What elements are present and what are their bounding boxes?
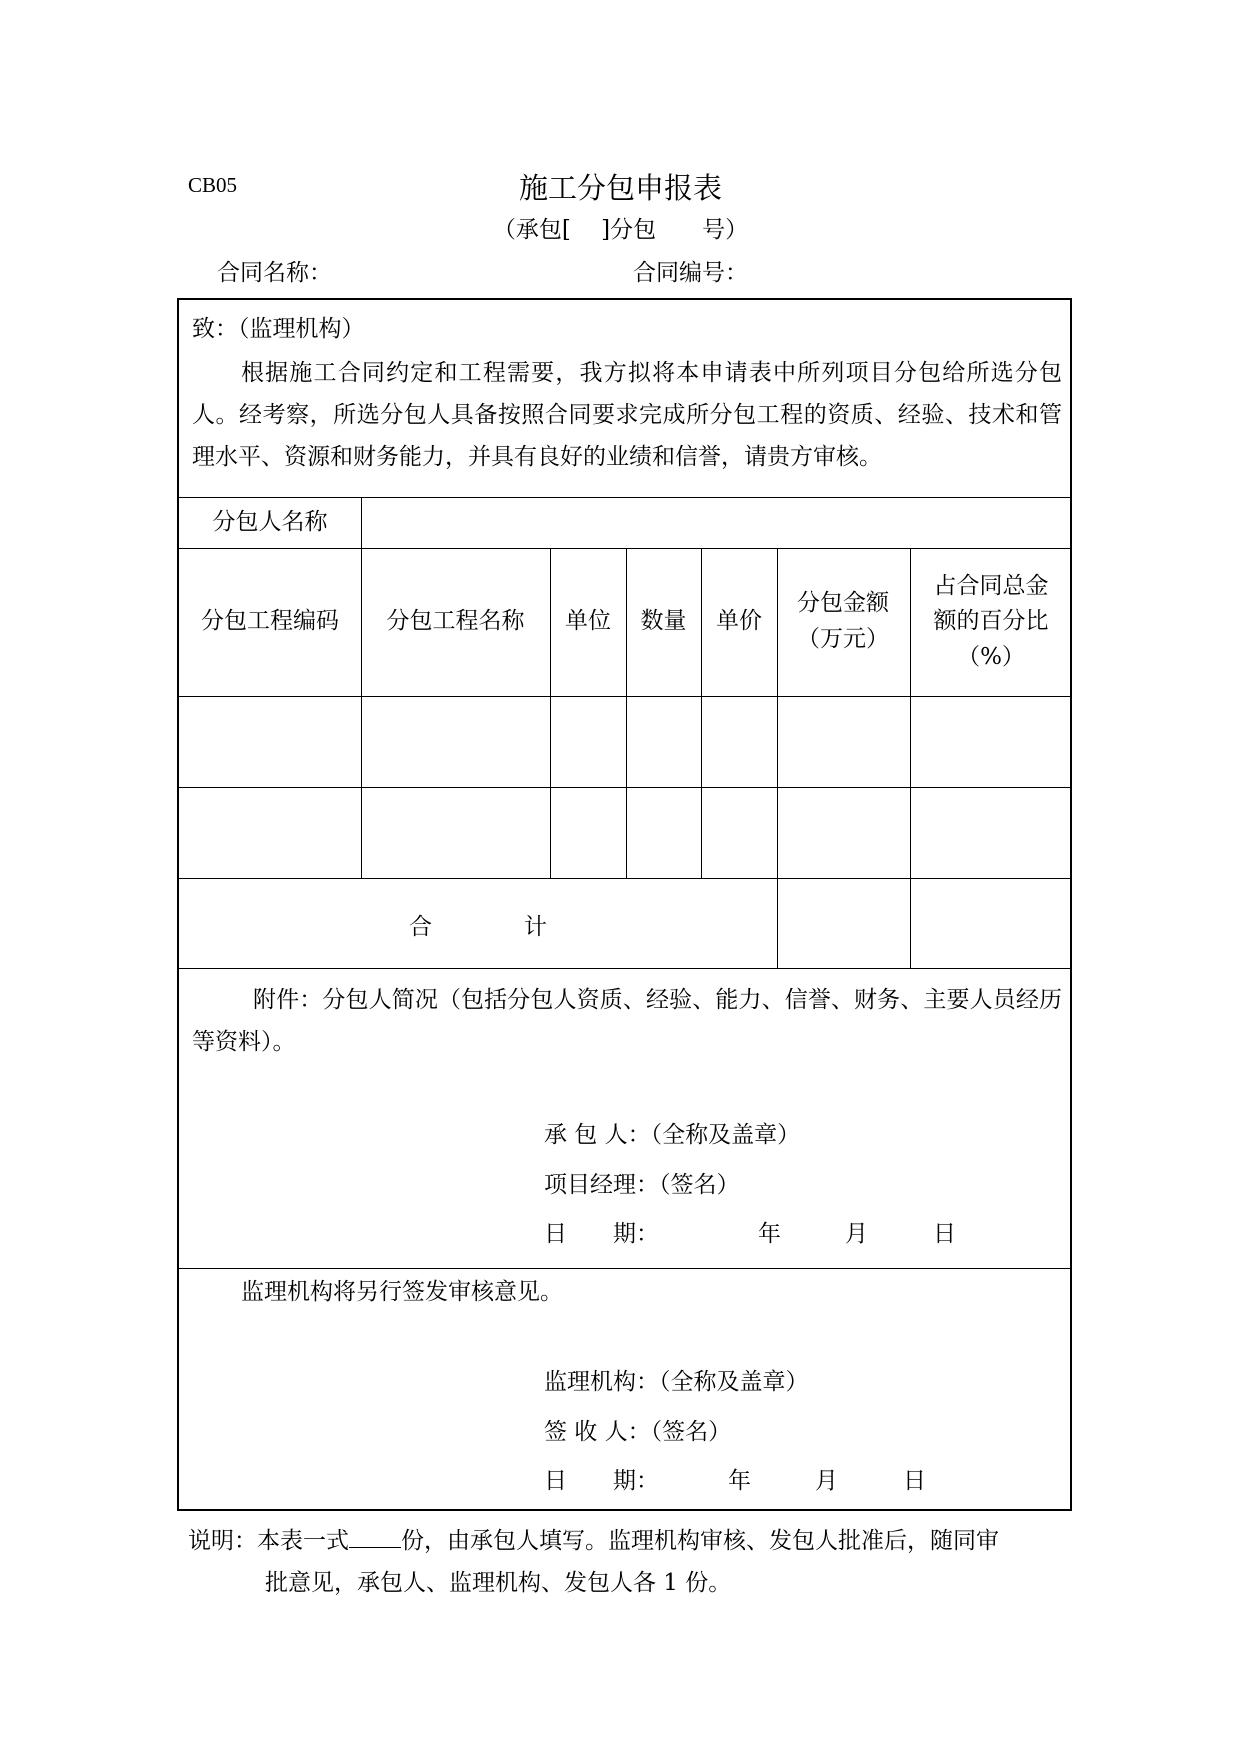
intro-body: 根据施工合同约定和工程需要，我方拟将本申请表中所列项目分包给所选分包人。经考察，所选分包人具备按照合同要求完成所分包工程的资质、经验、技术和管理水平、资源和财务能力，并具有良好的业绩和信誉，请贵方审核。 [192, 360, 1062, 470]
header-unit: 单位 [565, 608, 611, 635]
copies-blank [349, 1529, 401, 1548]
project-manager-label: 项目经理：（签名） [544, 1172, 740, 1198]
receiver-label: 签 收 人：（签名） [544, 1419, 732, 1445]
header-amount: 分包金额（万元） [797, 590, 889, 652]
contractor-date-day: 日 [933, 1221, 956, 1247]
total-label-he: 合 [409, 914, 432, 940]
supervision-org-label: 监理机构：（全称及盖章） [544, 1369, 809, 1395]
form-number-line: （承包[ ]分包 号） [492, 217, 749, 243]
footnote [188, 1520, 999, 1562]
divider [179, 1268, 1070, 1269]
supervision-date-year: 年 [728, 1468, 751, 1494]
total-label-ji: 计 [524, 914, 547, 940]
form-table [177, 298, 1072, 1511]
addressee: 致：（监理机构） [192, 316, 365, 342]
supervision-text: 监理机构将另行签发审核意见。 [241, 1279, 563, 1305]
header-quantity: 数量 [640, 608, 687, 635]
header-code: 分包工程编码 [201, 608, 339, 635]
header-unit-price: 单价 [716, 608, 762, 635]
supervision-date-label: 日 期： [544, 1468, 659, 1494]
contract-number-label: 合同编号： [633, 260, 748, 286]
contractor-date-year: 年 [758, 1221, 781, 1247]
footnote-suffix: 份，由承包人填写。监理机构审核、发包人批准后，随同审 [401, 1528, 999, 1554]
divider [179, 968, 1070, 969]
header-percent: 占合同总金额的百分比（%） [933, 572, 1049, 670]
header-name: 分包工程名称 [386, 608, 525, 635]
contractor-signature-label: 承 包 人：（全称及盖章） [544, 1122, 801, 1148]
divider [777, 548, 778, 968]
form-code: CB05 [188, 173, 238, 197]
footnote-prefix: 说明：本表一式 [188, 1528, 349, 1554]
contractor-date-month: 月 [845, 1221, 868, 1247]
supervision-date-month: 月 [815, 1468, 838, 1494]
subcontractor-name-label: 分包人名称 [212, 508, 328, 535]
contractor-date-label: 日 期： [544, 1221, 659, 1247]
footnote-line-2: 批意见，承包人、监理机构、发包人各 1 份。 [265, 1570, 732, 1596]
attachment-text: 附件：分包人简况（包括分包人资质、经验、能力、信誉、财务、主要人员经历等资料）。 [192, 987, 1062, 1055]
supervision-date-day: 日 [903, 1468, 926, 1494]
divider [179, 878, 1070, 879]
divider [179, 787, 1070, 788]
form-title: 施工分包申报表 [518, 171, 722, 205]
divider [910, 548, 911, 968]
divider [179, 696, 1070, 697]
contract-name-label: 合同名称： [217, 260, 332, 286]
